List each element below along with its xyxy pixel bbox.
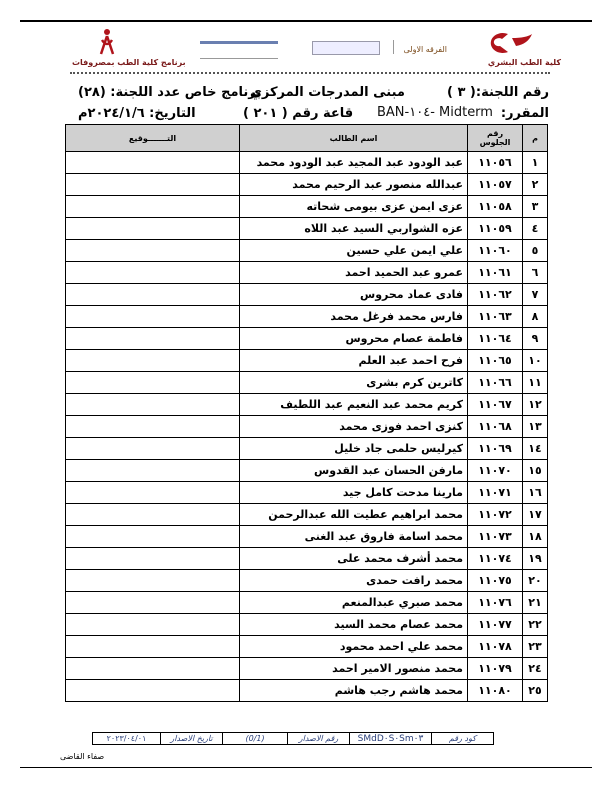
signature-cell[interactable] — [66, 306, 240, 328]
faculty-logo — [478, 30, 536, 56]
col-name: اسم الطالب — [240, 125, 468, 152]
table-row — [66, 680, 548, 702]
student-name: محمد منصور الامير احمد — [240, 658, 468, 680]
row-number: ١١ — [523, 372, 548, 394]
seat-number: ١١٠٦٨ — [468, 416, 523, 438]
course-code: BAN-١٠٤- Midterm — [377, 105, 493, 120]
row-number: ١٨ — [523, 526, 548, 548]
row-number: ١٤ — [523, 438, 548, 460]
signature-cell[interactable] — [66, 570, 240, 592]
row-number: ١٩ — [523, 548, 548, 570]
seat-number: ١١٠٦٤ — [468, 328, 523, 350]
student-name: محمد صبري عبدالمنعم — [240, 592, 468, 614]
table-row — [66, 394, 548, 416]
program-emblem — [95, 28, 119, 56]
student-name: محمد علي احمد محمود — [240, 636, 468, 658]
student-name: عزه الشواربي السيد عبد اللاه — [240, 218, 468, 240]
signature-cell[interactable] — [66, 614, 240, 636]
author: صفاء القاضى — [60, 752, 105, 761]
student-name: محمد هاشم رجب هاشم — [240, 680, 468, 702]
year-label: الفرقه الاولى — [403, 45, 447, 54]
seat-number: ١١٠٧٨ — [468, 636, 523, 658]
col-num: م — [523, 125, 548, 152]
seat-number: ١١٠٦٣ — [468, 306, 523, 328]
seat-number: ١١٠٦٥ — [468, 350, 523, 372]
table-row — [66, 526, 548, 548]
seat-number: ١١٠٧٥ — [468, 570, 523, 592]
row-number: ٩ — [523, 328, 548, 350]
student-name: فرح احمد عبد العلم — [240, 350, 468, 372]
hall-number: قاعة رقم ( ٢٠١ ) — [243, 106, 354, 121]
signature-cell[interactable] — [66, 372, 240, 394]
table-row — [66, 350, 548, 372]
signature-cell[interactable] — [66, 328, 240, 350]
seat-number: ١١٠٦١ — [468, 262, 523, 284]
signature-cell[interactable] — [66, 592, 240, 614]
row-number: ٣ — [523, 196, 548, 218]
table-row — [66, 570, 548, 592]
seat-number: ١١٠٥٨ — [468, 196, 523, 218]
row-number: ١٥ — [523, 460, 548, 482]
attendance-table — [65, 124, 548, 702]
student-name: محمد رافت حمدى — [240, 570, 468, 592]
row-number: ٢٤ — [523, 658, 548, 680]
table-row — [66, 262, 548, 284]
university-logo — [312, 41, 380, 55]
program-logo — [200, 41, 278, 59]
row-number: ٢ — [523, 174, 548, 196]
table-row — [66, 284, 548, 306]
signature-cell[interactable] — [66, 680, 240, 702]
table-row — [66, 174, 548, 196]
issue-date: ٢٠٢٣/٠٤/٠١ — [93, 733, 161, 745]
seat-number: ١١٠٦٠ — [468, 240, 523, 262]
row-number: ٥ — [523, 240, 548, 262]
course-label: المقرر: — [500, 106, 549, 121]
signature-cell[interactable] — [66, 460, 240, 482]
signature-cell[interactable] — [66, 438, 240, 460]
row-number: ٨ — [523, 306, 548, 328]
divider — [393, 40, 394, 54]
row-number: ٧ — [523, 284, 548, 306]
seat-number: ١١٠٧٩ — [468, 658, 523, 680]
issue-label: رقم الاصدار — [288, 733, 350, 745]
seat-number: ١١٠٧٧ — [468, 614, 523, 636]
signature-cell[interactable] — [66, 394, 240, 416]
row-number: ١٢ — [523, 394, 548, 416]
issue-date-label: تاريخ الاصدار — [161, 733, 223, 745]
issue-value: (0/1) — [223, 733, 288, 745]
table-header — [66, 125, 548, 152]
dotted-separator — [70, 72, 550, 77]
row-number: ٢٣ — [523, 636, 548, 658]
seat-number: ١١٠٥٦ — [468, 152, 523, 174]
row-number: ٢١ — [523, 592, 548, 614]
student-name: عزى ايمن عزى بيومى شحاته — [240, 196, 468, 218]
committee-count: برنامج خاص عدد اللجنة: (٢٨) — [78, 85, 262, 100]
signature-cell[interactable] — [66, 526, 240, 548]
table-row — [66, 482, 548, 504]
bottom-rule — [20, 767, 592, 768]
student-name: عمرو عبد الحميد احمد — [240, 262, 468, 284]
student-name: كيرليس حلمى جاد خليل — [240, 438, 468, 460]
row-number: ٢٢ — [523, 614, 548, 636]
row-number: ١٠ — [523, 350, 548, 372]
seat-number: ١١٠٧١ — [468, 482, 523, 504]
signature-cell[interactable] — [66, 284, 240, 306]
row-number: ٢٠ — [523, 570, 548, 592]
table-row — [66, 240, 548, 262]
row-number: ٦ — [523, 262, 548, 284]
table-row — [66, 592, 548, 614]
program-name: برنامج كلية الطب بمصروفات — [72, 58, 186, 67]
seat-number: ١١٠٧٤ — [468, 548, 523, 570]
signature-cell[interactable] — [66, 240, 240, 262]
student-name: مارفن الحسان عبد القدوس — [240, 460, 468, 482]
code-value: SMdD٠S٠Sm٠٣ — [350, 733, 432, 745]
seat-number: ١١٠٥٧ — [468, 174, 523, 196]
seat-number: ١١٠٦٢ — [468, 284, 523, 306]
row-number: ٤ — [523, 218, 548, 240]
row-number: ١٣ — [523, 416, 548, 438]
student-name: عبد الودود عبد المجيد عبد الودود محمد — [240, 152, 468, 174]
table-row — [66, 438, 548, 460]
seat-number: ١١٠٧٦ — [468, 592, 523, 614]
exam-date: التاريخ: ٢٠٢٤/١/٦م — [78, 106, 196, 121]
table-row — [66, 328, 548, 350]
student-name: مارينا مدحت كامل جيد — [240, 482, 468, 504]
top-rule — [20, 20, 592, 22]
table-row — [66, 614, 548, 636]
seat-number: ١١٠٥٩ — [468, 218, 523, 240]
student-name: فادى عماد محروس — [240, 284, 468, 306]
signature-cell[interactable] — [66, 196, 240, 218]
student-name: كريم محمد عبد النعيم عبد اللطيف — [240, 394, 468, 416]
table-row — [66, 372, 548, 394]
table-row — [66, 548, 548, 570]
student-name: محمد عصام محمد السيد — [240, 614, 468, 636]
row-number: ١٦ — [523, 482, 548, 504]
seat-number: ١١٠٧٠ — [468, 460, 523, 482]
seat-number: ١١٠٦٧ — [468, 394, 523, 416]
signature-cell[interactable] — [66, 504, 240, 526]
seat-number: ١١٠٦٩ — [468, 438, 523, 460]
student-name: كاترين كرم بشرى — [240, 372, 468, 394]
committee-number: رقم اللجنة:( ٣ ) — [447, 85, 549, 100]
student-name: محمد اسامة فاروق عبد الغنى — [240, 526, 468, 548]
faculty-name: كلية الطب البشري — [487, 58, 561, 67]
student-name: علي ايمن علي حسين — [240, 240, 468, 262]
table-row — [66, 196, 548, 218]
signature-cell[interactable] — [66, 416, 240, 438]
document-footer — [92, 732, 494, 745]
seat-number: ١١٠٦٦ — [468, 372, 523, 394]
table-row — [66, 504, 548, 526]
row-number: ٢٥ — [523, 680, 548, 702]
table-row — [66, 218, 548, 240]
col-seat: رقم الجلوس — [468, 125, 523, 152]
signature-cell[interactable] — [66, 658, 240, 680]
row-number: ١٧ — [523, 504, 548, 526]
signature-cell[interactable] — [66, 152, 240, 174]
signature-cell[interactable] — [66, 482, 240, 504]
table-row — [66, 306, 548, 328]
row-number: ١ — [523, 152, 548, 174]
student-name: محمد ابراهيم عطيت الله عبدالرحمن — [240, 504, 468, 526]
student-name: محمد أشرف محمد على — [240, 548, 468, 570]
signature-cell[interactable] — [66, 548, 240, 570]
table-row — [66, 460, 548, 482]
col-signature: التـــــــوقيع — [66, 125, 240, 152]
building: مبنى المدرجات المركزي — [250, 85, 405, 100]
student-name: كنزى احمد فوزى محمد — [240, 416, 468, 438]
signature-cell[interactable] — [66, 636, 240, 658]
student-name: فاطمة عصام محروس — [240, 328, 468, 350]
signature-cell[interactable] — [66, 262, 240, 284]
table-row — [66, 416, 548, 438]
table-row — [66, 658, 548, 680]
code-label: كود رقم — [432, 733, 494, 745]
table-row — [66, 636, 548, 658]
table-row — [66, 152, 548, 174]
seat-number: ١١٠٧٣ — [468, 526, 523, 548]
seat-number: ١١٠٧٢ — [468, 504, 523, 526]
student-name: عبدالله منصور عبد الرحيم محمد — [240, 174, 468, 196]
seat-number: ١١٠٨٠ — [468, 680, 523, 702]
signature-cell[interactable] — [66, 350, 240, 372]
student-name: فارس محمد فرغل محمد — [240, 306, 468, 328]
signature-cell[interactable] — [66, 174, 240, 196]
signature-cell[interactable] — [66, 218, 240, 240]
